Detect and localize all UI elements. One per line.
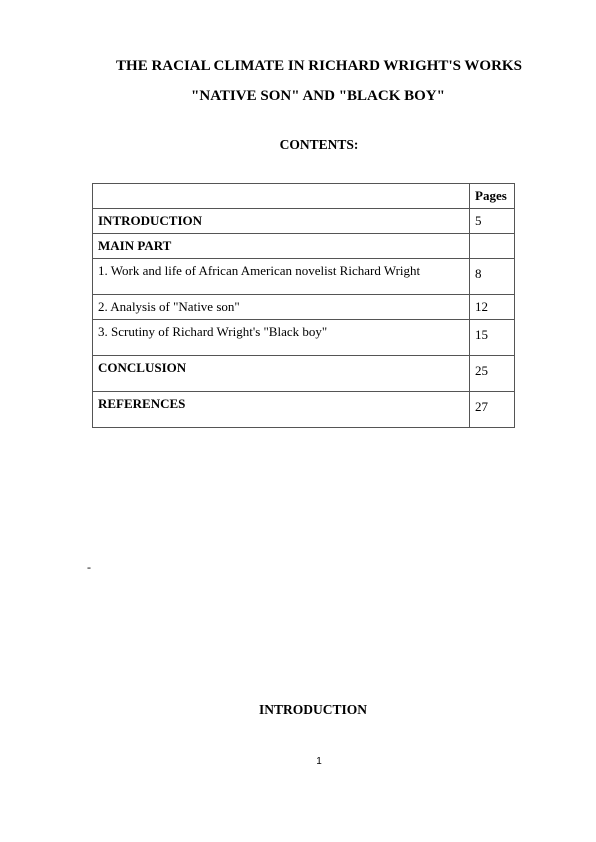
toc-row — [93, 356, 515, 392]
toc-entry-title: 3. Scrutiny of Richard Wright's "Black boy" — [93, 320, 470, 356]
toc-entry-page: 25 — [470, 356, 515, 392]
toc-row — [93, 209, 515, 234]
stray-dash-mark: - — [87, 560, 91, 574]
document-title-line-1: THE RACIAL CLIMATE IN RICHARD WRIGHT'S WORKS — [116, 58, 522, 74]
toc-row — [93, 234, 515, 259]
toc-entry-title: CONCLUSION — [93, 356, 470, 392]
toc-entry-page — [470, 234, 515, 259]
toc-pages-header: Pages — [470, 184, 515, 209]
toc-row — [93, 295, 515, 320]
toc-entry-page: 27 — [470, 392, 515, 428]
toc-entry-page: 5 — [470, 209, 515, 234]
table-of-contents — [92, 183, 515, 428]
toc-entry-title: INTRODUCTION — [93, 209, 470, 234]
toc-row — [93, 320, 515, 356]
page-number: 1 — [316, 756, 322, 767]
toc-entry-title: REFERENCES — [93, 392, 470, 428]
toc-entry-title: 1. Work and life of African American novelist Richard Wright — [93, 259, 470, 295]
toc-entry-title: 2. Analysis of "Native son" — [93, 295, 470, 320]
toc-row — [93, 392, 515, 428]
toc-header-blank-cell — [93, 184, 470, 209]
toc-entry-title: MAIN PART — [93, 234, 470, 259]
document-title-line-2: "NATIVE SON" AND "BLACK BOY" — [191, 88, 445, 104]
toc-entry-page: 15 — [470, 320, 515, 356]
toc-entry-page: 12 — [470, 295, 515, 320]
toc-row — [93, 259, 515, 295]
toc-entry-page: 8 — [470, 259, 515, 295]
section-heading: INTRODUCTION — [258, 702, 367, 717]
contents-heading: CONTENTS: — [279, 137, 359, 152]
toc-header-row — [93, 184, 515, 209]
